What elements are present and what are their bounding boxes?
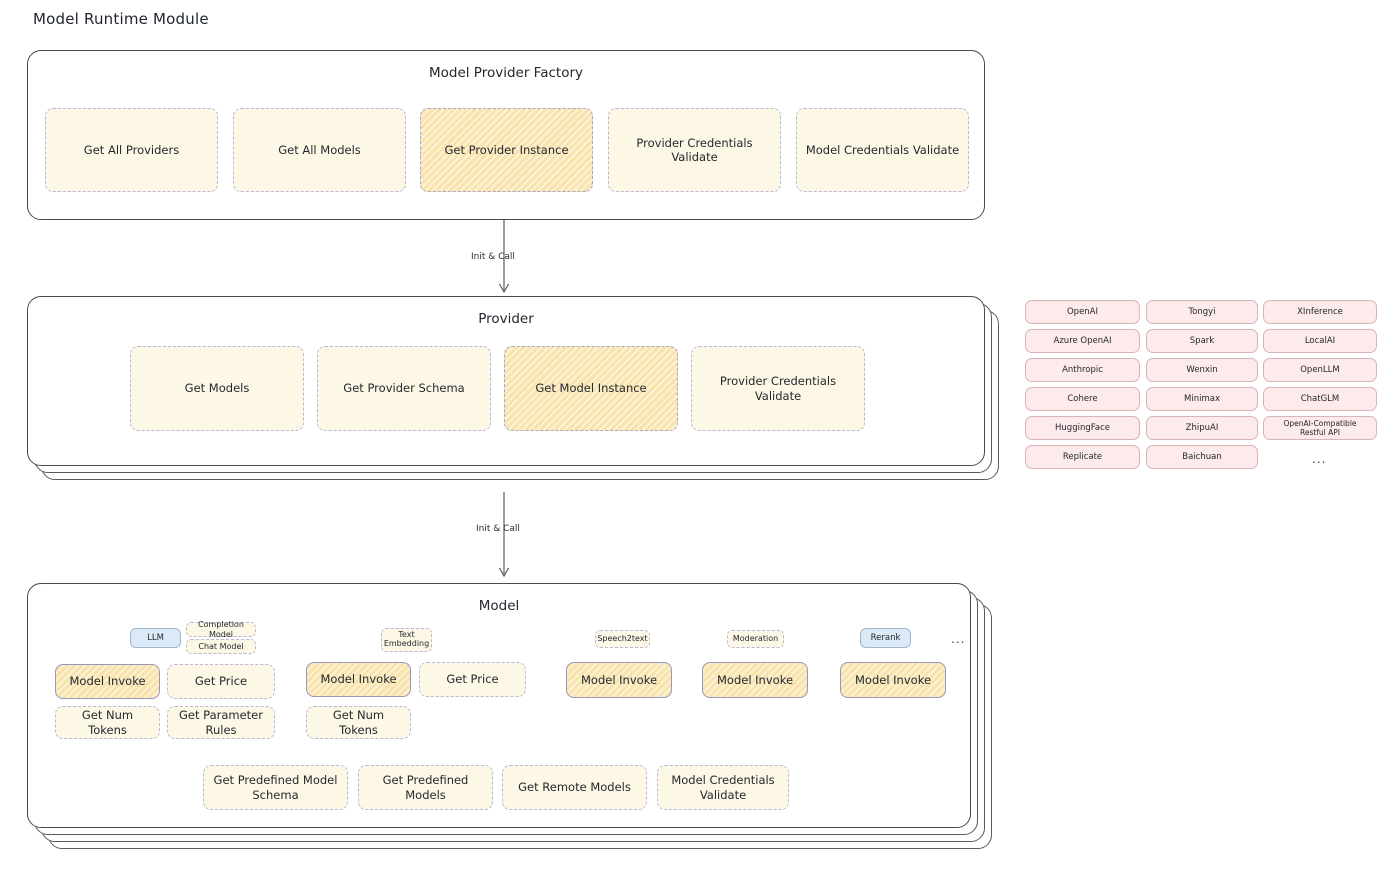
model-shared-method-get-predefined-model-schema[interactable] [203,765,348,810]
model-subtype-badge-completion-model[interactable] [186,619,256,639]
provider-chip-tongyi[interactable] [1146,300,1258,324]
model-types-ellipsis: ... [951,632,966,646]
provider-chip-label: Replicate [1062,451,1103,462]
provider-method-label: Get Provider Schema [343,381,465,396]
provider-chip-replicate[interactable] [1025,445,1140,469]
provider-list-ellipsis: ... [1312,452,1327,466]
method-label: Model Credentials Validate [671,773,775,802]
model-panel [27,583,971,828]
provider-chip-azure-openai[interactable] [1025,329,1140,353]
llm-method-get-num-tokens[interactable] [55,706,160,739]
provider-chip-huggingface[interactable] [1025,416,1140,440]
model-provider-factory-title: Model Provider Factory [428,65,583,81]
method-label: Get Price [194,674,248,689]
provider-chip-label: HuggingFace [1055,422,1110,433]
factory-method-get-all-providers[interactable] [45,108,218,192]
provider-chip-label: Wenxin [1186,364,1218,375]
llm-method-model-invoke[interactable] [55,664,160,699]
provider-chip-label: Minimax [1184,393,1220,404]
text-embedding-method-get-num-tokens[interactable] [306,706,411,739]
llm-method-get-price[interactable] [167,664,275,699]
provider-chip-label: OpenAI [1066,306,1099,317]
provider-chip-label: OpenAI-Compatible Restful API [1283,418,1357,437]
provider-method-get-provider-schema[interactable] [317,346,491,431]
model-subtype-badge-chat-model[interactable] [186,639,256,654]
method-label: Get Predefined Models [382,773,469,802]
provider-chip-label: LocalAI [1304,335,1336,346]
factory-method-label: Get Provider Instance [444,142,569,157]
method-label: Model Invoke [320,672,397,687]
connector-label-init-and-call-2: Init & Call [476,524,520,534]
provider-method-label: Provider Credentials Validate [719,374,837,403]
method-label: Get Predefined Model Schema [213,773,338,802]
model-shared-method-get-remote-models[interactable] [502,765,647,810]
model-shared-method-get-predefined-models[interactable] [358,765,493,810]
provider-chip-xinference[interactable] [1263,300,1377,324]
connector-label-init-and-call-1: Init & Call [471,252,515,262]
page-title: Model Runtime Module [33,10,209,28]
connector-provider-to-model [495,492,515,582]
text-embedding-method-model-invoke[interactable] [306,662,411,697]
factory-method-label: Model Credentials Validate [805,142,960,157]
provider-chip-openllm[interactable] [1263,358,1377,382]
text-embedding-method-get-price[interactable] [419,662,526,697]
model-title: Model [478,598,520,614]
provider-chip-label: ZhipuAI [1185,422,1219,433]
factory-method-label: Get All Providers [83,142,180,157]
provider-chip-minimax[interactable] [1146,387,1258,411]
provider-chip-label: Anthropic [1062,364,1103,375]
factory-method-model-credentials-validate[interactable] [796,108,969,192]
provider-chip-label: Spark [1189,335,1215,346]
model-type-badge-moderation[interactable] [727,630,784,648]
provider-chip-zhipuai[interactable] [1146,416,1258,440]
rerank-method-model-invoke[interactable] [840,662,946,698]
model-shared-method-model-credentials-validate[interactable] [657,765,789,810]
provider-chip-anthropic[interactable] [1025,358,1140,382]
provider-chip-cohere[interactable] [1025,387,1140,411]
factory-method-get-all-models[interactable] [233,108,406,192]
provider-method-get-models[interactable] [130,346,304,431]
provider-chip-label: Tongyi [1188,306,1216,317]
method-label: Model Invoke [580,672,658,687]
provider-chip-openai-compatible-restful-api[interactable] [1263,416,1377,440]
speech2text-method-model-invoke[interactable] [566,662,672,698]
factory-method-label: Provider Credentials Validate [636,135,753,164]
model-type-badge-llm[interactable] [130,628,181,648]
provider-method-get-model-instance[interactable] [504,346,678,431]
method-label: Get Parameter Rules [179,708,263,737]
provider-chip-chatglm[interactable] [1263,387,1377,411]
provider-chip-label: XInference [1297,306,1343,317]
method-label: Model Invoke [854,672,932,687]
provider-method-label: Get Model Instance [535,381,647,396]
method-label: Get Remote Models [518,780,631,795]
model-type-label: LLM [147,632,164,643]
provider-chip-localai[interactable] [1263,329,1377,353]
provider-chip-label: Azure OpenAI [1053,335,1112,346]
model-type-label: Rerank [870,632,901,643]
provider-chip-openai[interactable] [1025,300,1140,324]
method-label: Get Price [446,672,499,687]
method-label: Model Invoke [716,672,794,687]
factory-method-label: Get All Models [278,142,361,157]
provider-chip-label: Baichuan [1182,451,1222,462]
model-type-badge-text-embedding[interactable] [381,628,432,652]
llm-method-get-parameter-rules[interactable] [167,706,275,739]
provider-chip-label: ChatGLM [1300,393,1340,404]
provider-chip-label: OpenLLM [1300,364,1340,375]
provider-chip-spark[interactable] [1146,329,1258,353]
provider-method-label: Get Models [184,381,250,396]
model-type-label: Moderation [732,634,779,643]
factory-method-get-provider-instance[interactable] [420,108,593,192]
model-type-badge-rerank[interactable] [860,628,911,648]
moderation-method-model-invoke[interactable] [702,662,808,698]
model-type-label: Speech2text [597,634,648,643]
provider-chip-label: Cohere [1067,393,1098,404]
method-label: Model Invoke [69,674,146,689]
factory-method-provider-credentials-validate[interactable] [608,108,781,192]
model-type-badge-speech2text[interactable] [595,630,650,648]
model-subtype-label: Completion Model [198,619,244,639]
provider-method-provider-credentials-validate[interactable] [691,346,865,431]
provider-title: Provider [478,311,534,327]
model-subtype-label: Chat Model [198,641,244,651]
provider-chip-wenxin[interactable] [1146,358,1258,382]
method-label: Get Num Tokens [81,708,134,737]
model-type-label: Text Embedding [383,630,430,648]
provider-chip-baichuan[interactable] [1146,445,1258,469]
method-label: Get Num Tokens [332,708,385,737]
